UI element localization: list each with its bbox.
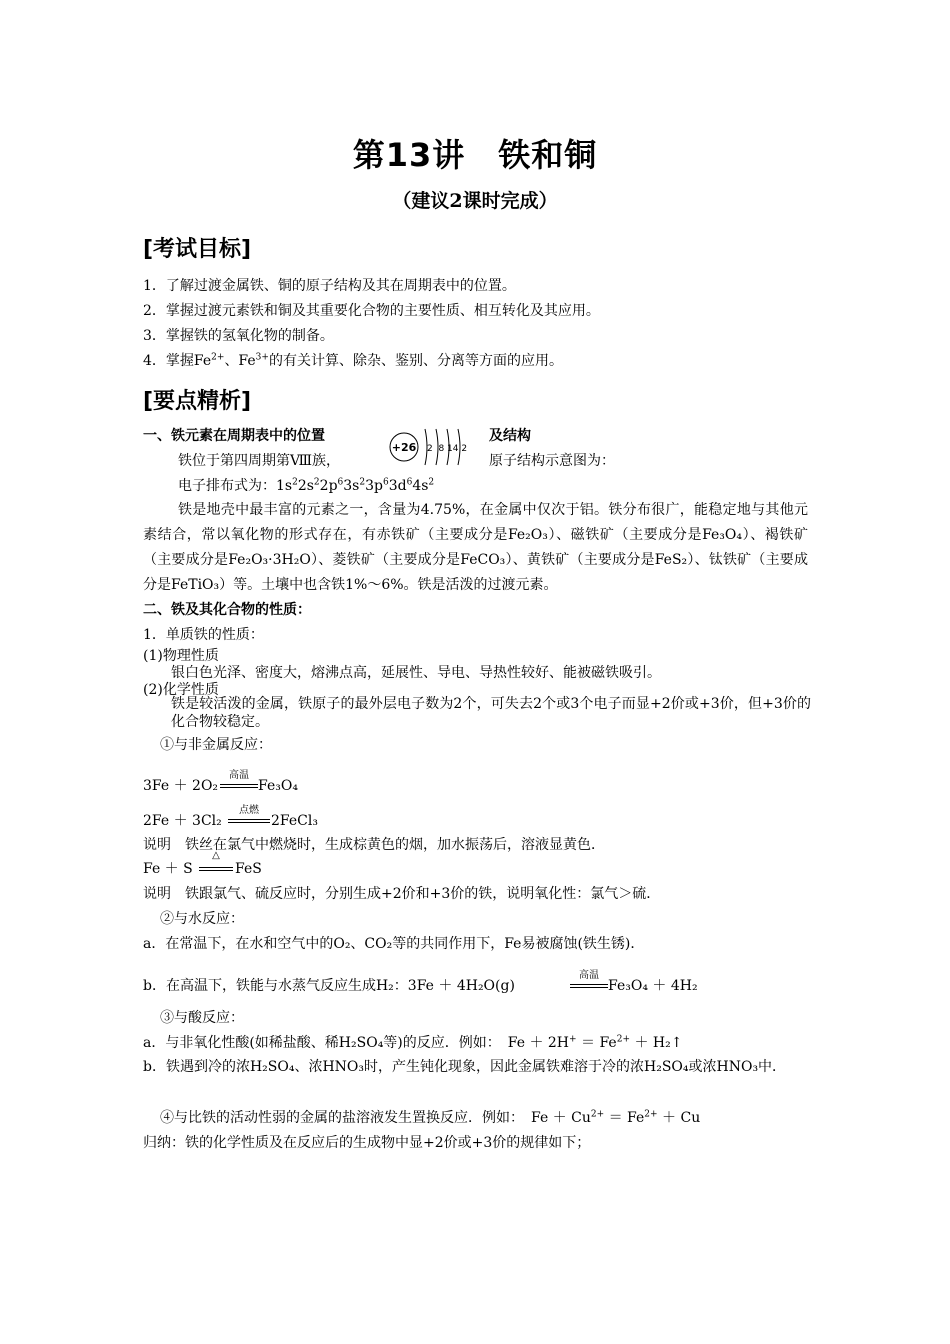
reaction-water-heading: ②与水反应： — [160, 911, 244, 927]
reaction-acid-heading: ③与酸反应： — [160, 1010, 244, 1026]
exam-goals-heading: [考试目标] — [143, 237, 252, 262]
goal-item-2: 2．掌握过渡元素铁和铜及其重要化合物的主要性质、相互转化及其应用。 — [143, 303, 600, 319]
shell-electrons: 2 8 14 2 — [427, 444, 468, 454]
physical-properties-heading: (1)物理性质 — [143, 648, 219, 664]
equation-1-left: 3Fe ＋ 2O₂ — [143, 778, 219, 794]
goal-item-4: 4．掌握$Fe^{2+}$、$Fe^{3+}$的有关计算、除杂、鉴别、分离等方面的应用。 — [143, 352, 563, 369]
physical-properties-text: 银白色光泽、密度大，熔沸点高，延展性、导电、导热性较好、能被磁铁吸引。 — [171, 665, 661, 681]
equation-1-condition: 高温 — [229, 770, 249, 781]
reaction-salt: ④与比铁的活动性弱的金属的盐溶液发生置换反应．例如： $Fe + Cu^{2+} = Fe^{2+} + Cu$ — [160, 1109, 701, 1126]
reaction-water-b-equals — [570, 984, 608, 988]
goal-item-3: 3．掌握铁的氢氧化物的制备。 — [143, 328, 334, 344]
equation-2-right: 2FeCl₃ — [271, 813, 318, 829]
reaction-acid-b: b．铁遇到冷的浓H₂SO₄、浓HNO₃时，产生钝化现象，因此金属铁难溶于冷的浓H₂SO₄或浓HNO₃中． — [143, 1059, 787, 1075]
reaction-water-b-left: b．在高温下，铁能与水蒸气反应生成H₂：3Fe ＋ 4H₂O(g) — [143, 978, 515, 994]
electron-config: 电子排布式为：$1s^22s^22p^63s^23p^63d^64s^2$ — [178, 477, 435, 494]
equation-3-right: FeS — [235, 861, 262, 877]
goal-item-1: 1．了解过渡金属铁、铜的原子结构及其在周期表中的位置。 — [143, 278, 516, 294]
reaction-water-b-condition: 高温 — [579, 970, 599, 981]
equation-2-condition: 点燃 — [239, 805, 259, 816]
equation-3-equals — [199, 867, 233, 871]
equation-1-equals — [220, 784, 258, 788]
iron-position-text: 铁位于第四周期第Ⅷ族， — [178, 453, 341, 469]
elemental-iron-heading: 1．单质铁的性质： — [143, 627, 264, 643]
reaction-water-b-right: Fe₃O₄ ＋ 4H₂ — [608, 978, 698, 994]
chemical-properties-heading: (2)化学性质 — [143, 682, 219, 698]
section-1-heading: 一、铁元素在周期表中的位置 — [143, 428, 325, 444]
reaction-water-a: a．在常温下，在水和空气中的O₂、CO₂等的共同作用下，Fe易被腐蚀(铁生锈)． — [143, 936, 645, 952]
section-2-heading: 二、铁及其化合物的性质： — [143, 602, 311, 618]
summary-line: 归纳：铁的化学性质及在反应后的生成物中显+2价或+3价的规律如下； — [143, 1135, 591, 1151]
reaction-acid-a: a．与非氧化性酸(如稀盐酸、稀H₂SO₄等)的反应．例如： $Fe + 2H^+ = Fe^{2+}$ ＋ H₂↑ — [143, 1034, 683, 1051]
equation-3-left: Fe ＋ S — [143, 861, 193, 877]
reaction-nonmetal-heading: ①与非金属反应： — [160, 737, 272, 753]
page-title: 第13讲 铁和铜 — [352, 136, 598, 174]
note-chlorine: 说明 铁丝在氯气中燃烧时，生成棕黄色的烟，加水振荡后，溶液显黄色． — [143, 837, 605, 853]
note-sulfur: 说明 铁跟氯气、硫反应时，分别生成+2价和+3价的铁，说明氧化性：氯气＞硫． — [143, 886, 661, 902]
chemical-properties-text: 铁是较活泼的金属，铁原子的最外层电子数为2个，可失去2个或3个电子而显+2价或+3价，但+3价的化合物较稳定。 — [171, 696, 811, 730]
key-points-heading: [要点精析] — [143, 389, 252, 414]
equation-1-right: Fe₃O₄ — [258, 778, 298, 794]
equation-3-condition: △ — [212, 850, 220, 861]
iron-abundance-paragraph: 铁是地壳中最丰富的元素之一，含量为4.75%，在金属中仅次于铝。铁分布很广，能稳定地与其他元素结合，常以氧化物的形式存在，有赤铁矿（主要成分是Fe₂O₃）、磁铁矿（主要成分是Fe₃O₄）、褐铁矿（主要成分是Fe₂O₃·3H₂O）、菱铁矿（主要成分是FeCO₃）、黄铁矿（主要成分是FeS₂）、钛铁矿（主要成分是FeTiO₃）等。土壤中也含铁1%～6%。铁是活泼的过渡元素。 — [143, 502, 808, 593]
structure-diagram-label: 原子结构示意图为： — [489, 453, 615, 469]
iron-atom-diagram — [385, 426, 475, 468]
section-1-heading-tail: 及结构 — [489, 428, 531, 444]
equation-2-left: 2Fe ＋ 3Cl₂ — [143, 813, 222, 829]
page-subtitle: （建议2课时完成） — [392, 190, 558, 212]
equation-2-equals — [228, 819, 270, 823]
nucleus-charge: +26 — [391, 441, 417, 454]
